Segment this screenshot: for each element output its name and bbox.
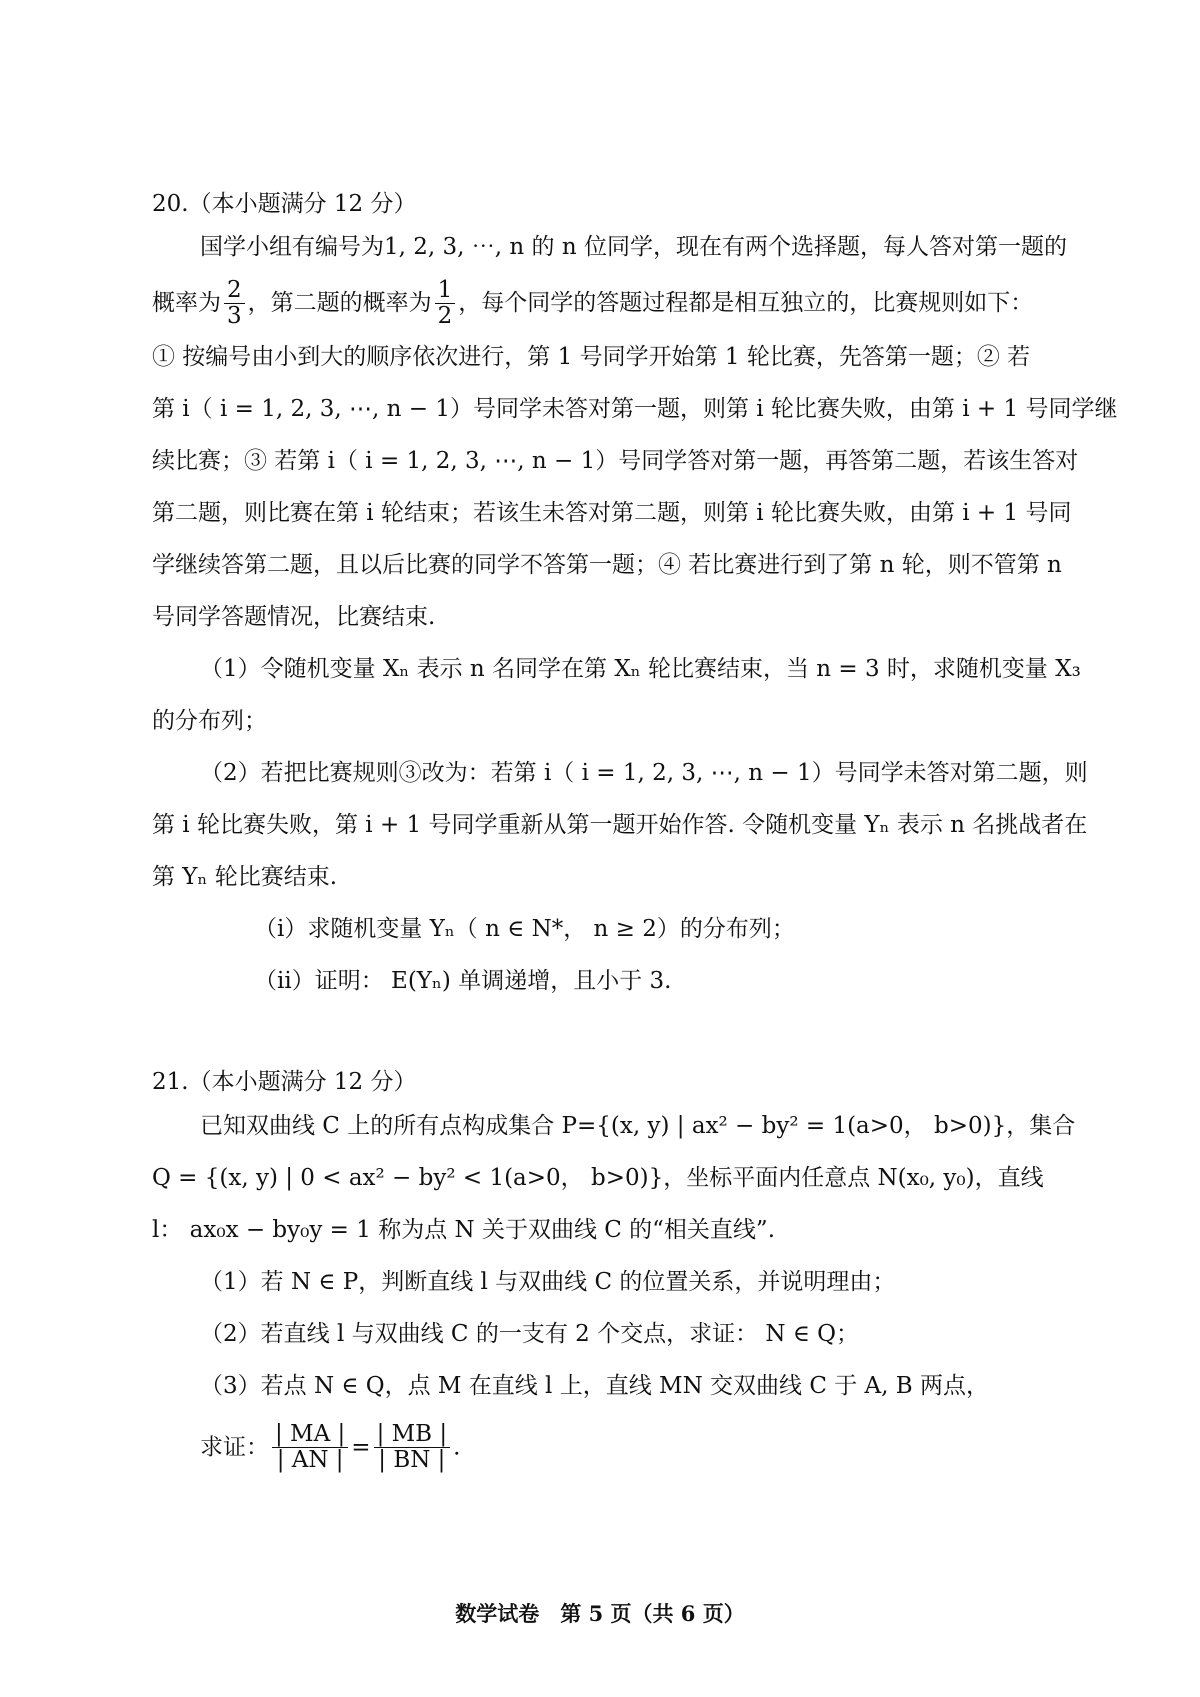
q20-line-2-b: ，第二题的概率为 [247,289,432,316]
q20-part2-b: 第 i 轮比赛失败，第 i + 1 号同学重新从第一题开始作答. 令随机变量 Yₙ 表示 n 名挑战者在 [152,812,1088,838]
fraction-two-thirds [224,278,245,330]
frac-numerator: | MA | [272,1422,348,1448]
fraction-mb-bn [374,1422,451,1474]
q20-line-2-c: ，每个同学的答题过程都是相互独立的，比赛规则如下： [458,289,1034,316]
q21-header: 21.（本小题满分 12 分） [152,1069,417,1095]
q20-line-3: ① 按编号由小到大的顺序依次进行，第 1 号同学开始第 1 轮比赛，先答第一题；② 若 [152,344,1031,370]
q21-line-3: l： ax₀x − by₀y = 1 称为点 N 关于双曲线 C 的“相关直线”. [152,1217,775,1243]
q20-line-5: 续比赛；③ 若第 i（ i = 1, 2, 3, ⋯, n − 1）号同学答对第一题，再答第二题，若该生答对 [152,448,1079,474]
q20-line-2 [152,278,1033,330]
q20-part1-a: （1）令随机变量 Xₙ 表示 n 名同学在第 Xₙ 轮比赛结束，当 n = 3 时，求随机变量 X₃ [200,656,1081,682]
equals-sign: = [351,1434,371,1461]
q20-part2-a: （2）若把比赛规则③改为：若第 i（ i = 1, 2, 3, ⋯, n − 1）号同学未答对第二题，则 [200,760,1088,786]
q21-part3: （3）若点 N ∈ Q，点 M 在直线 l 上，直线 MN 交双曲线 C 于 A, B 两点， [200,1373,989,1399]
q20-part2-ii: （ii）证明： E(Yₙ) 单调递增，且小于 3. [254,968,672,994]
q21-line-2: Q = {(x, y) | 0 < ax² − by² < 1(a>0， b>0)}，坐标平面内任意点 N(x₀, y₀)，直线 [152,1165,1044,1191]
q20-line-1: 国学小组有编号为1, 2, 3, ⋯, n 的 n 位同学，现在有两个选择题，每人答对第一题的 [200,234,1067,260]
q21-part1: （1）若 N ∈ P，判断直线 l 与双曲线 C 的位置关系，并说明理由； [200,1269,896,1295]
q20-line-8: 号同学答题情况，比赛结束. [152,604,436,630]
frac-denominator: | BN | [378,1447,446,1474]
q21-line-1: 已知双曲线 C 上的所有点构成集合 P={(x, y) | ax² − by² = 1(a>0， b>0)}，集合 [200,1113,1076,1139]
fraction-ma-an [272,1422,348,1474]
frac-denominator: 2 [437,303,453,330]
q21-part2: （2）若直线 l 与双曲线 C 的一支有 2 个交点，求证： N ∈ Q； [200,1321,860,1347]
q20-header: 20.（本小题满分 12 分） [152,191,417,217]
q20-line-6: 第二题，则比赛在第 i 轮结束；若该生未答对第二题，则第 i 轮比赛失败，由第 i + 1 号同 [152,500,1072,526]
frac-numerator: | MB | [374,1422,451,1448]
q20-part2-i: （i）求随机变量 Yₙ（ n ∈ N*， n ≥ 2）的分布列； [254,916,795,942]
q21-part3-prove-label: 求证： [200,1434,269,1461]
q21-part3-proof [200,1422,460,1474]
q20-line-2-a: 概率为 [152,289,221,316]
q20-line-7: 学继续答第二题，且以后比赛的同学不答第一题；④ 若比赛进行到了第 n 轮，则不管第 n [152,552,1062,578]
q20-part2-c: 第 Yₙ 轮比赛结束. [152,864,338,890]
frac-denominator: | AN | [276,1447,344,1474]
frac-denominator: 3 [227,303,242,330]
frac-numerator: 2 [224,278,245,304]
period: . [453,1434,461,1461]
q20-line-4: 第 i（ i = 1, 2, 3, ⋯, n − 1）号同学未答对第一题，则第 i 轮比赛失败，由第 i + 1 号同学继 [152,396,1118,422]
frac-numerator: 1 [435,278,456,304]
q20-part1-b: 的分布列； [152,708,267,734]
page-footer: 数学试卷 第 5 页（共 6 页） [455,1601,745,1626]
fraction-one-half [435,278,456,330]
